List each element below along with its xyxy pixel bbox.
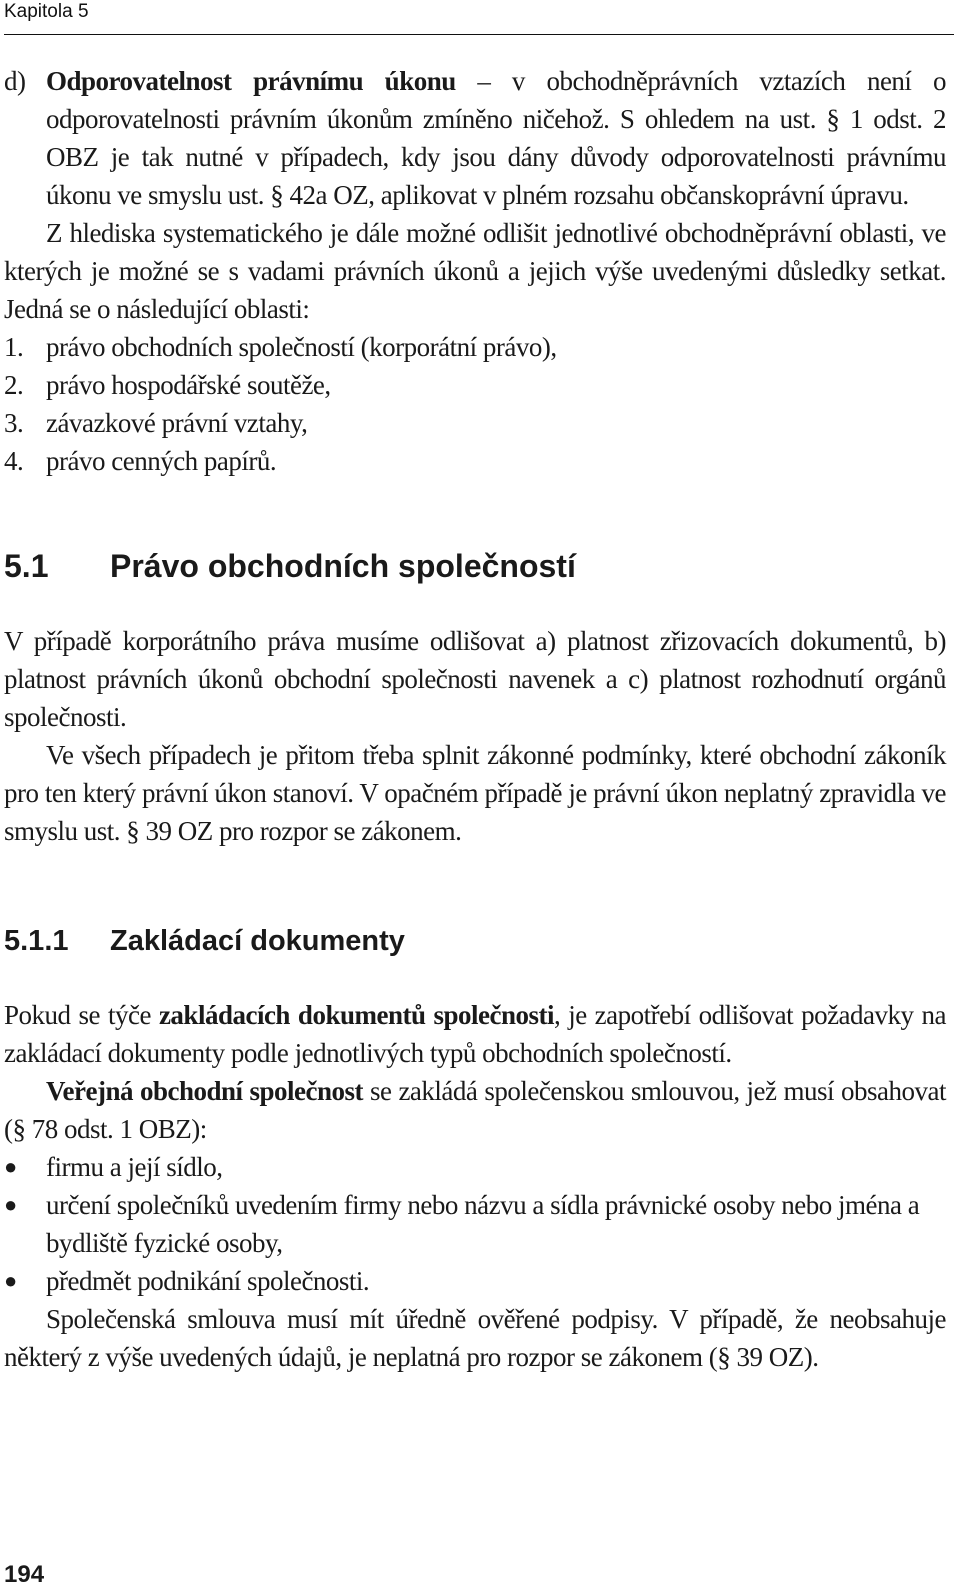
- list-item-number: 2.: [4, 370, 24, 400]
- requirements-list: [4, 1148, 946, 1300]
- subsection-number: 5.1.1: [4, 925, 69, 957]
- item-d-text: – v obchodněprávních vztazích není o odporovatelnosti právním úkonům zmíněno ničehož. S ohledem na ust. § 1 odst. 2 OBZ je tak nutné v případech, kdy jsou dány důvody odporovatelnosti právnímu úkonu ve smyslu ust. § 42a OZ, aplikovat v plném rozsahu občanskoprávní úpravu.: [46, 66, 946, 210]
- section-5-1-1-paragraph-3: Společenská smlouva musí mít úředně ověřené podpisy. V případě, že neobsahuje některý z výše uvedených údajů, je neplatná pro rozpor se zákonem (§ 39 OZ).: [4, 1304, 946, 1372]
- section-title: Právo obchodních společností: [110, 548, 576, 584]
- item-d-paragraph: [4, 62, 946, 214]
- list-item: [4, 1262, 946, 1300]
- item-d-marker: d): [4, 66, 26, 96]
- list-item-text: právo hospodářské soutěže,: [46, 370, 331, 400]
- section-5-1-1-paragraph-1: [4, 996, 946, 1072]
- subsection-title: Zakládací dokumenty: [110, 925, 405, 957]
- paragraph-text: se zakládá společenskou smlouvou, jež musí obsahovat (§ 78 odst. 1 OBZ):: [4, 1076, 946, 1144]
- paragraph-text: Pokud se týče: [4, 1000, 159, 1030]
- list-item-text: právo obchodních společností (korporátní právo),: [46, 332, 557, 362]
- section-5-1-paragraph-2: Ve všech případech je přitom třeba splnit zákonné podmínky, které obchodní zákoník pro ten který právní úkon stanoví. V opačném případě je právní úkon neplatný zpravidla ve smyslu ust. § 39 OZ pro rozpor se zákonem.: [4, 740, 946, 846]
- list-item: [4, 328, 946, 366]
- list-item: [4, 366, 946, 404]
- list-item-text: předmět podnikání společnosti.: [46, 1266, 370, 1296]
- bold-term: zakládacích dokumentů společnosti: [158, 1000, 554, 1030]
- section-5-1-paragraph-1: V případě korporátního práva musíme odlišovat a) platnost zřizovacích dokumentů, b) platnost právních úkonů obchodní společnosti navenek a c) platnost rozhodnutí orgánů společnosti.: [4, 626, 946, 732]
- list-item-text: právo cenných papírů.: [46, 446, 277, 476]
- section-heading-5-1: [4, 546, 946, 586]
- list-item: [4, 1148, 946, 1186]
- section-number: 5.1: [4, 548, 49, 584]
- list-item-text: závazkové právní vztahy,: [46, 408, 308, 438]
- areas-list: [4, 328, 946, 480]
- list-item-text: určení společníků uvedením firmy nebo názvu a sídla právnické osoby nebo jména a bydliště fyzické osoby,: [46, 1190, 920, 1258]
- areas-paragraph: Z hlediska systematického je dále možné odlišit jednotlivé obchodněprávní oblasti, ve kterých je možné se s vadami právních úkonů a jejich výše uvedenými důsledky setkat. Jedná se o následující oblasti:: [4, 218, 946, 324]
- bullet-icon: ●: [4, 1192, 17, 1217]
- paragraph-text: , je zapotřebí odlišovat požadavky na zakládací dokumenty podle jednotlivých typů obchodních společností.: [4, 1000, 946, 1068]
- bullet-icon: ●: [4, 1268, 17, 1293]
- list-item: [4, 404, 946, 442]
- bold-term: Veřejná obchodní společnost: [46, 1076, 363, 1106]
- section-5-1-1-paragraph-2: [4, 1072, 946, 1148]
- list-item: [4, 442, 946, 480]
- list-item-number: 1.: [4, 332, 24, 362]
- list-item-number: 4.: [4, 446, 24, 476]
- running-head: Kapitola 5: [4, 1, 89, 22]
- page-number: 194: [4, 1561, 45, 1588]
- list-item-text: firmu a její sídlo,: [46, 1152, 223, 1182]
- list-item-number: 3.: [4, 408, 24, 438]
- section-heading-5-1-1: [4, 922, 946, 960]
- header-rule: [4, 34, 954, 35]
- page-content: [4, 56, 946, 1376]
- item-d-title: Odporovatelnost právnímu úkonu: [46, 66, 456, 96]
- list-item: [4, 1186, 946, 1262]
- bullet-icon: ●: [4, 1154, 17, 1179]
